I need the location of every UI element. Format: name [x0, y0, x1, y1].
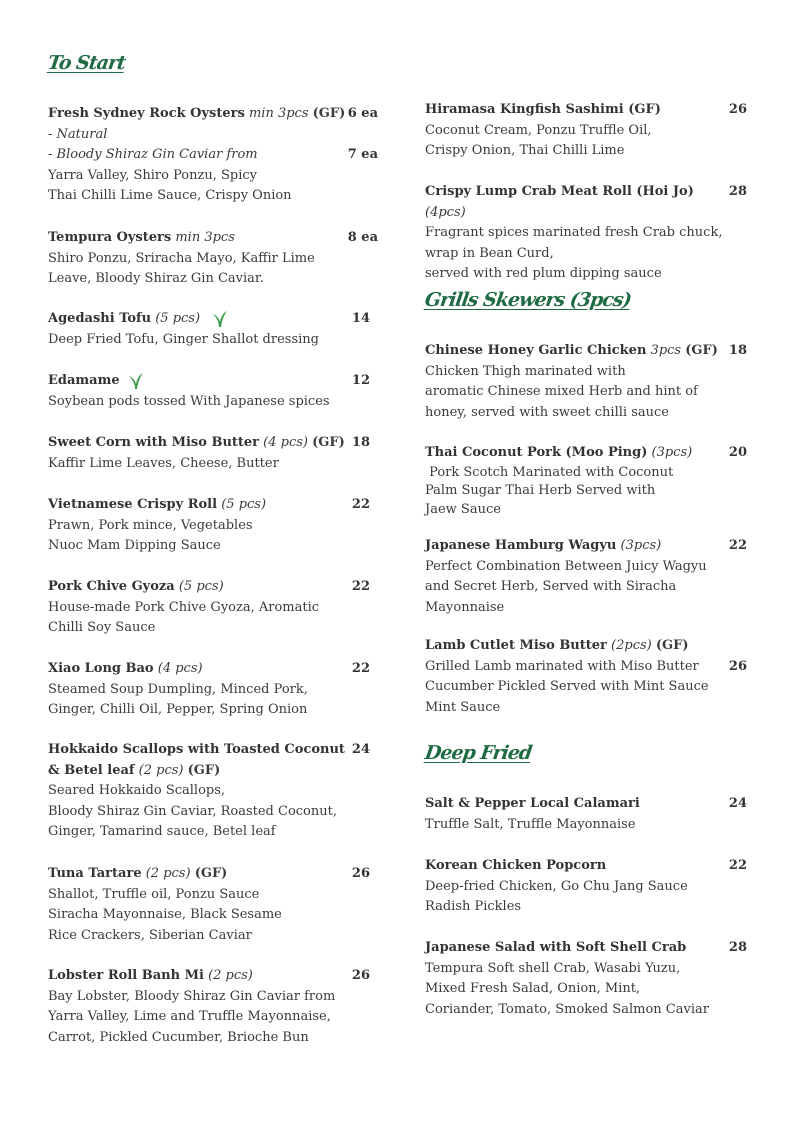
- item-name: Agedashi Tofu (5 pcs): [48, 309, 228, 330]
- menu-item-soft-shell-crab-salad: [425, 938, 747, 1020]
- item-name: Lobster Roll Banh Mi (2 pcs): [48, 968, 253, 983]
- item-description: and Secret Herb, Served with Siracha: [425, 579, 677, 595]
- item-price: 24: [728, 796, 747, 811]
- item-price: 24: [351, 742, 370, 757]
- item-description: House-made Pork Chive Gyoza, Aromatic: [48, 599, 320, 615]
- item-name: Edamame: [48, 371, 144, 392]
- item-description: Yarra Valley, Lime and Truffle Mayonnaise,: [48, 1009, 331, 1025]
- menu-item-pork-gyoza: [48, 577, 378, 639]
- item-description: Crispy Onion, Thai Chilli Lime: [425, 143, 625, 159]
- item-description: Deep Fried Tofu, Ginger Shallot dressing: [48, 331, 319, 347]
- section-title-to-start: To Start: [46, 52, 127, 74]
- menu-item-hokkaido-scallops: [48, 740, 378, 843]
- item-description: Palm Sugar Thai Herb Served with: [425, 483, 656, 499]
- menu-item-sweet-corn: [48, 433, 378, 474]
- menu-item-calamari: [425, 794, 747, 835]
- item-description: Ginger, Tamarind sauce, Betel leaf: [48, 824, 276, 840]
- item-option: - Bloody Shiraz Gin Caviar from: [48, 147, 258, 163]
- item-name: Vietnamese Crispy Roll (5 pcs): [48, 497, 267, 512]
- item-description: Bay Lobster, Bloody Shiraz Gin Caviar from: [48, 988, 336, 1004]
- item-description: Leave, Bloody Shiraz Gin Caviar.: [48, 271, 264, 287]
- item-description: Yarra Valley, Shiro Ponzu, Spicy: [48, 167, 257, 183]
- item-description: Rice Crackers, Siberian Caviar: [48, 927, 252, 943]
- section-title-grills-skewers: Grills Skewers (3pcs): [423, 289, 633, 311]
- vegetarian-leaf-icon: [128, 372, 144, 390]
- item-description: Fragrant spices marinated fresh Crab chuck,: [425, 225, 723, 241]
- item-price: 20: [728, 445, 747, 460]
- item-description: Tempura Soft shell Crab, Wasabi Yuzu,: [425, 960, 681, 976]
- item-description: Radish Pickles: [425, 899, 522, 915]
- item-description: served with red plum dipping sauce: [425, 266, 662, 282]
- item-price: 28: [728, 940, 747, 955]
- menu-item-tempura-oysters: [48, 228, 378, 290]
- menu-item-rock-oysters: [48, 104, 378, 207]
- section-title-deep-fried: Deep Fried: [423, 742, 533, 764]
- item-description: Seared Hokkaido Scallops,: [48, 783, 226, 799]
- menu-item-honey-garlic-chicken: [425, 341, 747, 423]
- menu-item-hamburg-wagyu: [425, 536, 747, 618]
- item-name: Hokkaido Scallops with Toasted Coconut: [48, 742, 345, 757]
- item-description: Carrot, Pickled Cucumber, Brioche Bun: [48, 1029, 309, 1045]
- item-description: Kaffir Lime Leaves, Cheese, Butter: [48, 455, 279, 471]
- item-description: Truffle Salt, Truffle Mayonnaise: [425, 816, 636, 832]
- item-price: 22: [351, 497, 370, 512]
- item-description: Chicken Thigh marinated with: [425, 363, 626, 379]
- menu-item-vietnamese-roll: [48, 495, 378, 557]
- item-price: 18: [728, 343, 747, 358]
- item-price: 22: [351, 579, 370, 594]
- menu-item-xiao-long-bao: [48, 659, 378, 721]
- item-price: 26: [728, 658, 747, 674]
- item-description: Mint Sauce: [425, 699, 501, 715]
- item-description: Cucumber Pickled Served with Mint Sauce: [425, 679, 709, 695]
- item-price: 22: [728, 538, 747, 553]
- item-name: Hiramasa Kingfish Sashimi (GF): [425, 102, 661, 117]
- item-option-price: 7 ea: [347, 147, 378, 163]
- item-description: Bloody Shiraz Gin Caviar, Roasted Coconut,: [48, 803, 337, 819]
- item-description: Deep-fried Chicken, Go Chu Jang Sauce: [425, 878, 688, 894]
- item-price: 22: [728, 858, 747, 873]
- menu-item-agedashi-tofu: [48, 309, 378, 350]
- item-price: 8 ea: [347, 230, 378, 245]
- item-description: Jaew Sauce: [425, 501, 501, 517]
- item-name: Xiao Long Bao (4 pcs): [48, 661, 203, 676]
- item-name: Tempura Oysters min 3pcs: [48, 230, 235, 245]
- menu-item-kingfish-sashimi: [425, 100, 747, 162]
- item-description: Coriander, Tomato, Smoked Salmon Caviar: [425, 1001, 709, 1017]
- item-price: 26: [728, 102, 747, 117]
- item-description: Perfect Combination Between Juicy Wagyu: [425, 558, 707, 574]
- menu-item-crab-meat-roll: [425, 182, 747, 285]
- item-option: - Natural: [48, 126, 108, 142]
- menu-item-lamb-cutlet: [425, 636, 747, 718]
- item-name-continued: & Betel leaf (2 pcs) (GF): [48, 762, 221, 778]
- item-price: 6 ea: [347, 106, 378, 121]
- vegetarian-leaf-icon: [212, 310, 228, 328]
- menu-item-lobster-roll: [48, 966, 378, 1048]
- item-description: Pork Scotch Marinated with Coconut: [425, 464, 674, 480]
- menu-item-edamame: [48, 371, 378, 412]
- item-description: aromatic Chinese mixed Herb and hint of: [425, 384, 698, 400]
- item-name: Tuna Tartare (2 pcs) (GF): [48, 866, 228, 881]
- item-name: Pork Chive Gyoza (5 pcs): [48, 579, 224, 594]
- item-name: Lamb Cutlet Miso Butter (2pcs) (GF): [425, 638, 689, 653]
- item-name: Thai Coconut Pork (Moo Ping) (3pcs): [425, 445, 693, 460]
- item-price: 14: [351, 311, 370, 326]
- item-description: Ginger, Chilli Oil, Pepper, Spring Onion: [48, 702, 308, 718]
- item-description: Coconut Cream, Ponzu Truffle Oil,: [425, 122, 652, 138]
- item-description: Grilled Lamb marinated with Miso Butter: [425, 658, 699, 674]
- item-name: Crispy Lump Crab Meat Roll (Hoi Jo) (4pcs): [425, 184, 694, 220]
- item-description: Nuoc Mam Dipping Sauce: [48, 538, 221, 554]
- item-price: 26: [351, 866, 370, 881]
- menu-item-chicken-popcorn: [425, 856, 747, 918]
- item-description: Thai Chilli Lime Sauce, Crispy Onion: [48, 188, 292, 204]
- item-description: Mixed Fresh Salad, Onion, Mint,: [425, 981, 641, 997]
- item-description: Shiro Ponzu, Sriracha Mayo, Kaffir Lime: [48, 250, 315, 266]
- item-name: Salt & Pepper Local Calamari: [425, 796, 640, 811]
- item-price: 18: [351, 435, 370, 450]
- item-description: Chilli Soy Sauce: [48, 620, 156, 636]
- item-description: honey, served with sweet chilli sauce: [425, 404, 669, 420]
- item-price: 12: [351, 373, 370, 388]
- item-description: Mayonnaise: [425, 599, 505, 615]
- item-description: Prawn, Pork mince, Vegetables: [48, 517, 253, 533]
- item-name: Fresh Sydney Rock Oysters min 3pcs (GF): [48, 106, 346, 121]
- item-price: 26: [351, 968, 370, 983]
- item-name: Japanese Hamburg Wagyu (3pcs): [425, 538, 662, 553]
- item-description: Steamed Soup Dumpling, Minced Pork,: [48, 681, 308, 697]
- item-description: Shallot, Truffle oil, Ponzu Sauce: [48, 886, 260, 902]
- item-name: Korean Chicken Popcorn: [425, 858, 607, 873]
- menu-item-tuna-tartare: [48, 864, 378, 946]
- item-price: 22: [351, 661, 370, 676]
- item-description: wrap in Bean Curd,: [425, 245, 554, 261]
- item-description: Soybean pods tossed With Japanese spices: [48, 393, 330, 409]
- item-description: Siracha Mayonnaise, Black Sesame: [48, 907, 282, 923]
- item-name: Japanese Salad with Soft Shell Crab: [425, 940, 687, 955]
- menu-item-moo-ping: [425, 443, 747, 519]
- item-price: 28: [728, 184, 747, 199]
- item-name: Chinese Honey Garlic Chicken 3pcs (GF): [425, 343, 718, 358]
- item-name: Sweet Corn with Miso Butter (4 pcs) (GF): [48, 435, 345, 450]
